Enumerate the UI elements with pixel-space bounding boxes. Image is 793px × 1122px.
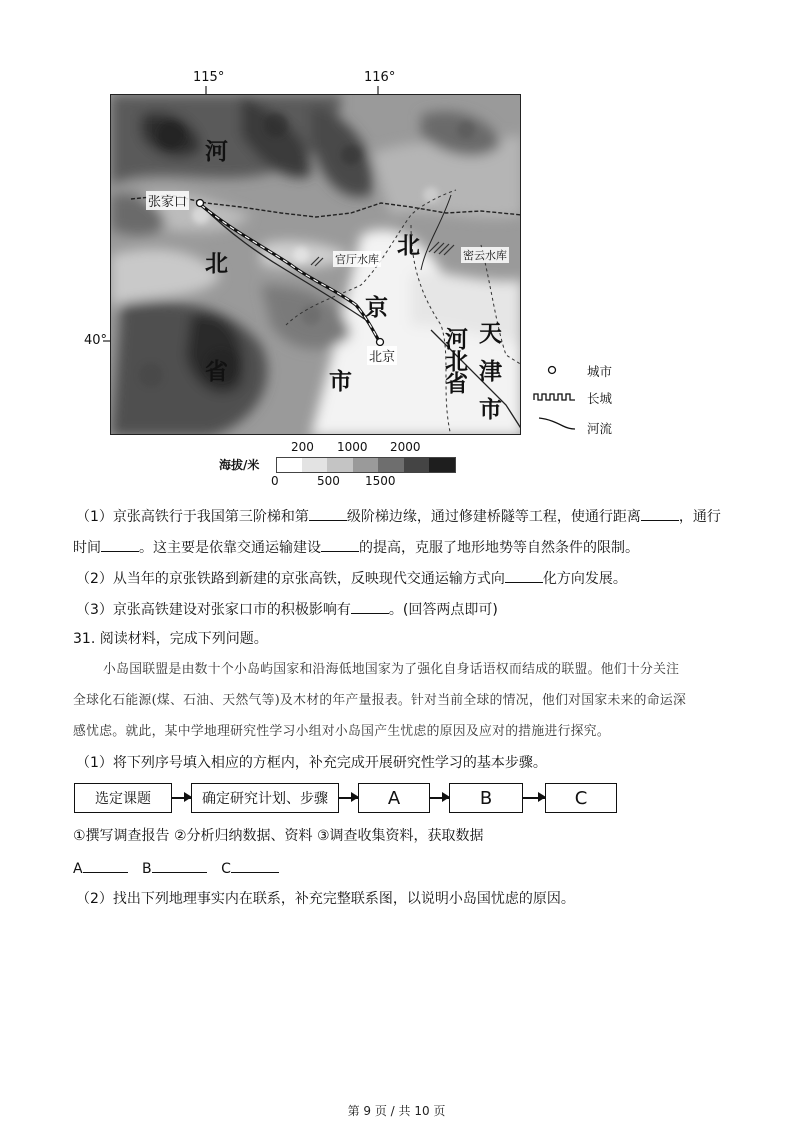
label-he-right: 河 — [445, 327, 468, 353]
beijing-city-marker — [377, 339, 384, 346]
q31-material-line3: 感忧虑。就此，某中学地理研究性学习小组对小岛国产生忧虑的原因及应对的措施进行探究。 — [73, 724, 610, 739]
elevation-scale-swatch — [302, 457, 328, 473]
longitude-115-label: 115° — [193, 70, 225, 85]
blank-positive-impact[interactable] — [351, 599, 389, 614]
q31-answer-line — [73, 858, 279, 878]
answer-c-blank[interactable] — [231, 858, 279, 873]
scale-tick-1500: 1500 — [365, 474, 396, 488]
label-zhangjiakou: 张家口 — [146, 191, 189, 210]
elevation-scale-swatch — [353, 457, 379, 473]
blank-ladder-level[interactable] — [309, 506, 347, 521]
label-bei-right: 北 — [445, 349, 468, 375]
elevation-scale-swatch — [378, 457, 404, 473]
tick-116 — [377, 86, 379, 94]
legend-city-label: 城市 — [587, 364, 613, 379]
q30-p1-text-b: 级阶梯边缘，通过修建桥隧等工程，使通行距离 — [346, 509, 641, 525]
blank-time[interactable] — [101, 537, 139, 552]
answer-b-label: B — [142, 861, 152, 877]
topographic-map — [110, 94, 521, 435]
q31-title: 31. 阅读材料，完成下列问题。 — [73, 631, 268, 647]
q30-p2-text-b: 化方向发展。 — [542, 571, 627, 587]
legend-great-wall-label: 长城 — [587, 391, 613, 406]
q31-options: ①撰写调查报告 ②分析归纳数据、资料 ③调查收集资料，获取数据 — [73, 828, 484, 844]
flow-step-a[interactable]: A — [358, 783, 430, 813]
label-guanting-reservoir: 官厅水库 — [335, 253, 379, 266]
q30-p1-text-e: 。这主要是依靠交通运输建设 — [139, 540, 321, 556]
answer-b-blank[interactable] — [152, 858, 207, 873]
blank-transport-direction[interactable] — [505, 568, 543, 583]
scale-tick-200: 200 — [291, 440, 314, 454]
great-wall-legend-icon — [533, 390, 577, 404]
label-bei-left: 北 — [205, 251, 228, 277]
flow-arrow-3 — [430, 797, 449, 799]
flow-step-b[interactable]: B — [449, 783, 523, 813]
label-beijing-city: 北京 — [367, 346, 397, 365]
longitude-116-label: 116° — [364, 70, 396, 85]
city-legend-icon — [545, 363, 559, 377]
elevation-scale-swatch — [327, 457, 353, 473]
label-sheng-right: 省 — [445, 371, 468, 397]
scale-tick-2000: 2000 — [390, 440, 421, 454]
q30-part1-line2 — [73, 537, 639, 557]
q30-p1-text-d: 时间 — [73, 540, 101, 556]
label-jin: 津 — [479, 359, 502, 385]
flow-arrow-1 — [172, 797, 191, 799]
blank-construction[interactable] — [321, 537, 359, 552]
scale-tick-0: 0 — [271, 474, 279, 488]
q31-part2: （2）找出下列地理事实内在联系，补充完整联系图，以说明小岛国忧虑的原因。 — [76, 891, 575, 907]
river-legend-icon — [537, 415, 577, 431]
q30-part1-line1 — [76, 506, 721, 526]
flow-step-c[interactable]: C — [545, 783, 617, 813]
q30-p2-text-a: （2）从当年的京张铁路到新建的京张高铁，反映现代交通运输方式向 — [76, 571, 505, 587]
flow-step-select-topic: 选定课题 — [74, 783, 172, 813]
scale-tick-500: 500 — [317, 474, 340, 488]
flow-step-research-plan: 确定研究计划、步骤 — [191, 783, 339, 813]
q30-p1-text-a: （1）京张高铁行于我国第三阶梯和第 — [76, 509, 309, 525]
q31-material-line2: 全球化石能源(煤、石油、天然气等)及木材的年产量报表。针对当前全球的情况，他们对国家未来的命运深 — [73, 693, 687, 708]
latitude-40-label: 40° — [84, 333, 108, 348]
answer-a-blank[interactable] — [83, 858, 128, 873]
q30-part2 — [76, 568, 627, 588]
legend-river-label: 河流 — [587, 421, 613, 436]
label-miyun-reservoir: 密云水库 — [463, 249, 507, 262]
q30-p3-text-a: （3）京张高铁建设对张家口市的积极影响有 — [76, 602, 351, 618]
label-bei-beijing: 北 — [397, 233, 420, 259]
q30-part3 — [76, 599, 498, 619]
q31-material-line1: 小岛国联盟是由数十个小岛屿国家和沿海低地国家为了强化自身话语权而结成的联盟。他们十分关注 — [103, 662, 680, 677]
label-shi-tianjin: 市 — [479, 397, 502, 423]
q30-p3-text-b: 。(回答两点即可) — [388, 602, 498, 618]
elevation-scale-swatch — [429, 457, 456, 473]
q30-p1-text-c: ，通行 — [678, 509, 721, 525]
page-footer: 第 9 页 / 共 10 页 — [347, 1104, 446, 1118]
answer-c-label: C — [221, 861, 231, 877]
elevation-label: 海拔/米 — [219, 458, 260, 472]
label-tian: 天 — [479, 321, 502, 347]
label-jing: 京 — [365, 295, 388, 321]
flow-arrow-4 — [523, 797, 545, 799]
tick-115 — [205, 86, 207, 94]
label-shi-beijing: 市 — [329, 369, 352, 395]
label-sheng-left: 省 — [205, 359, 228, 385]
scale-tick-1000: 1000 — [337, 440, 368, 454]
answer-a-label: A — [73, 861, 83, 877]
elevation-scale-swatch — [276, 457, 303, 473]
blank-distance[interactable] — [641, 506, 679, 521]
q31-part1: （1）将下列序号填入相应的方框内，补充完成开展研究性学习的基本步骤。 — [76, 755, 547, 771]
flow-arrow-2 — [339, 797, 358, 799]
q30-p1-text-f: 的提高，克服了地形地势等自然条件的限制。 — [359, 540, 639, 556]
elevation-scale-swatch — [404, 457, 430, 473]
zhangjiakou-city-marker — [197, 200, 204, 207]
label-he-top: 河 — [205, 139, 228, 165]
